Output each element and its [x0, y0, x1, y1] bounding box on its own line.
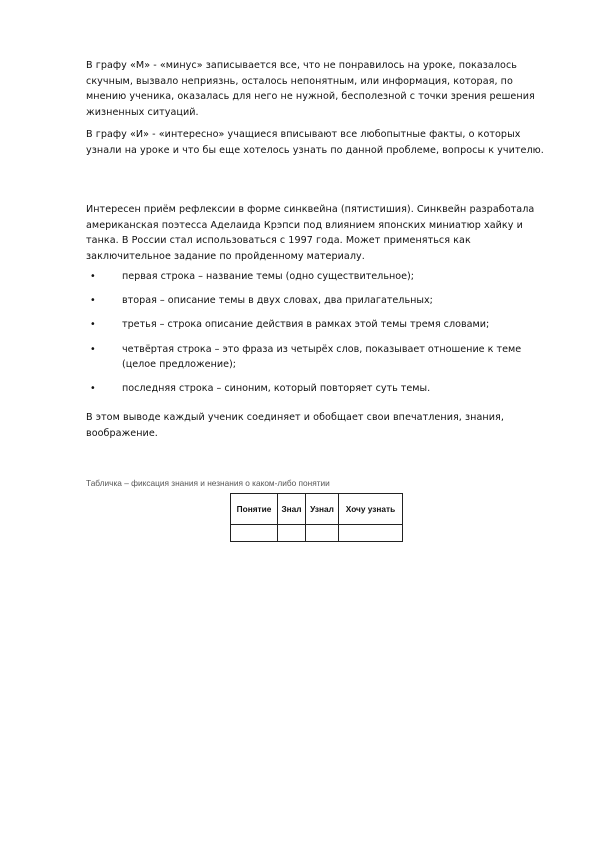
list-item-text: четвёртая строка – это фраза из четырёх слов, показывает отношение к теме (целое предложение); [122, 343, 522, 371]
bullet-marker: • [90, 295, 96, 307]
bullet-marker: • [90, 271, 96, 282]
list-item-text: последняя строка – синоним, который повторяет суть темы. [122, 383, 431, 395]
table-cell [306, 525, 339, 542]
list-item [86, 342, 556, 373]
header-learned: Узнал [306, 494, 339, 525]
list-item [86, 293, 556, 309]
table-header-row [231, 494, 403, 525]
table-row [231, 525, 403, 542]
header-want-to-know: Хочу узнать [339, 494, 403, 525]
table-cell [231, 525, 278, 542]
bullet-marker: • [90, 343, 96, 355]
paragraph-minus: В графу «М» - «минус» записывается все, что не понравилось на уроке, показалось скучным, вызвало неприязнь, осталось непонятным, или информация, которая, по мнению ученика, оказалась для него не нужной, бесполезной с точки зрения решения жизненных ситуаций. [86, 60, 535, 118]
list-item-text: вторая – описание темы в двух словах, два прилагательных; [122, 295, 433, 307]
bullet-marker: • [90, 319, 96, 331]
paragraph-sinkwine-intro: Интересен приём рефлексии в форме синквейна (пятистишия). Синквейн разработала американская поэтесса Аделаида Крэпси под влиянием японских миниатюр хайку и танка. В России стал использоваться с 1997 года. Может применяться как заключительное задание по пройденному материалу. [86, 204, 535, 262]
sinkwine-lines-list [86, 269, 556, 406]
paragraph-interesting: В графу «И» - «интересно» учащиеся вписывают все любопытные факты, о которых узнали на уроке и что бы еще хотелось узнать по данной проблеме, вопросы к учителю. [86, 129, 544, 156]
list-item [86, 317, 556, 333]
bullet-marker: • [90, 383, 96, 395]
knowledge-table [230, 493, 403, 542]
table-cell [339, 525, 403, 542]
header-concept: Понятие [231, 494, 278, 525]
list-item [86, 269, 556, 285]
list-item [86, 381, 556, 397]
table-cell [278, 525, 306, 542]
list-item-text: третья – строка описание действия в рамках этой темы тремя словами; [122, 319, 490, 331]
header-knew: Знал [278, 494, 306, 525]
list-item-text: первая строка – название темы (одно существительное); [122, 271, 414, 282]
table-caption: Табличка – фиксация знания и незнания о каком-либо понятии [86, 478, 330, 488]
paragraph-conclusion: В этом выводе каждый ученик соединяет и обобщает свои впечатления, знания, воображение. [86, 412, 504, 439]
